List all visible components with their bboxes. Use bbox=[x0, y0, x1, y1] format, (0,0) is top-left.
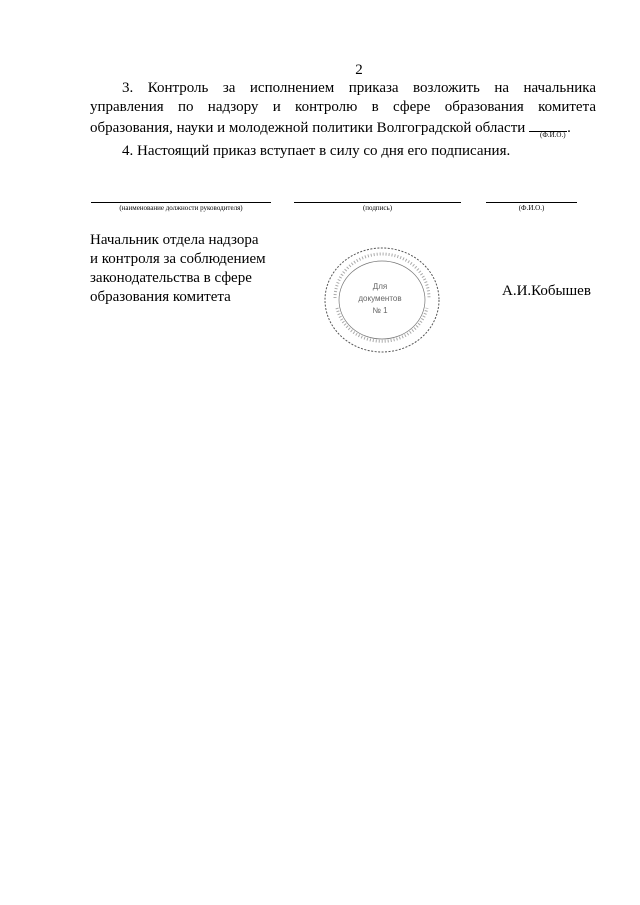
stamp-line: документов bbox=[358, 294, 402, 303]
fio-blank-line bbox=[529, 117, 567, 132]
paragraph-3-period: . bbox=[567, 120, 571, 136]
signer-title-line: и контроля за соблюдением bbox=[90, 251, 266, 267]
fio-caption: (Ф.И.О.) bbox=[518, 204, 545, 212]
stamp-line: Для bbox=[372, 282, 388, 291]
paragraph-4: 4. Настоящий приказ вступает в силу со дня его подписания. bbox=[122, 143, 511, 159]
position-caption: (наименование должности руководителя) bbox=[119, 204, 243, 212]
official-stamp bbox=[323, 246, 441, 354]
signer-title bbox=[90, 231, 310, 307]
position-line bbox=[91, 202, 271, 203]
paragraph-3 bbox=[90, 79, 596, 138]
signature-line bbox=[294, 202, 461, 203]
page-number: 2 bbox=[355, 62, 363, 78]
fio-hint-caption: (Ф.И.О.) bbox=[540, 131, 566, 139]
paragraph-3-text: 3. Контроль за исполнением приказа возложить на начальника управления по надзору и контролю в сфере образования комитета образования, науки и молодежной политики Волгоградской области bbox=[90, 80, 596, 136]
signer-title-line: законодательства в сфере bbox=[90, 270, 252, 286]
signer-title-line: Начальник отдела надзора bbox=[90, 232, 259, 248]
signature-caption: (подпись) bbox=[362, 204, 393, 212]
signer-title-line: образования комитета bbox=[90, 289, 231, 305]
signer-name: А.И.Кобышев bbox=[502, 283, 591, 299]
stamp-line: № 1 bbox=[372, 306, 388, 315]
fio-line bbox=[486, 202, 577, 203]
